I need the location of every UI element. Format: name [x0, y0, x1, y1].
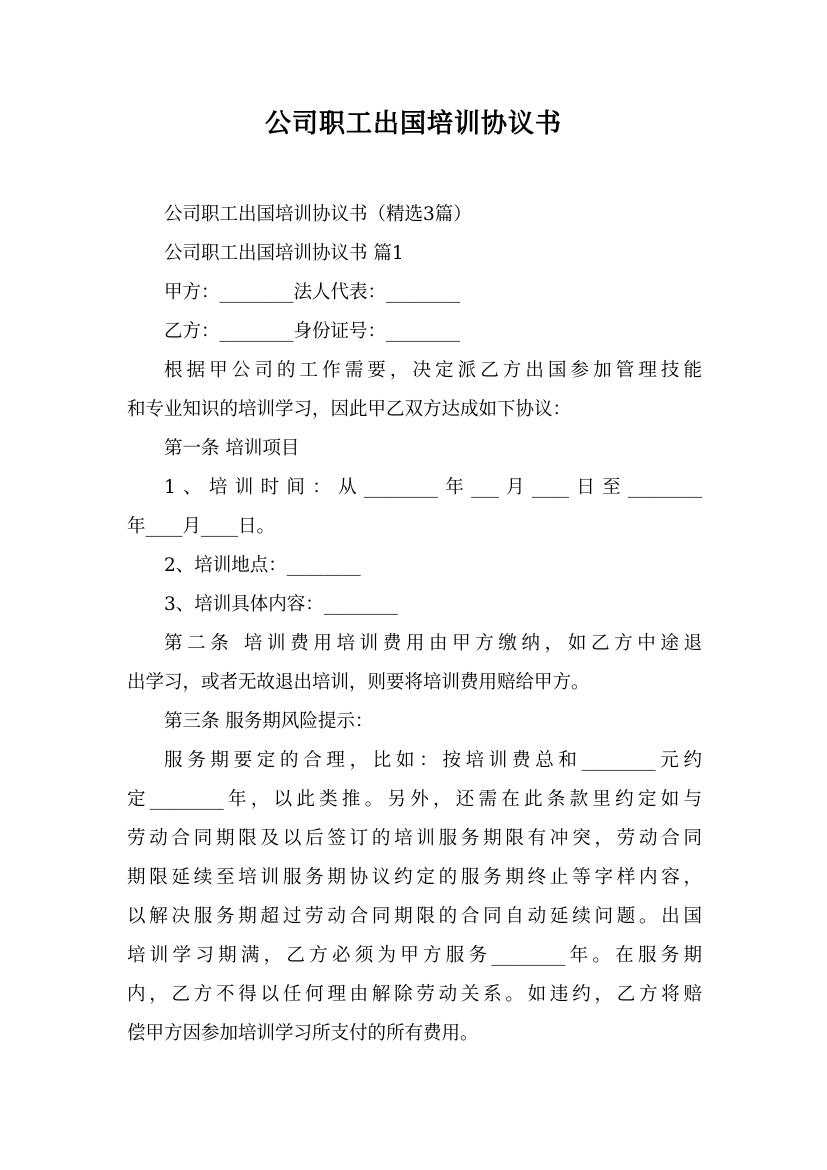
- document-body: [127, 195, 702, 1053]
- paragraph-line: 3、培训具体内容：________: [164, 594, 398, 615]
- paragraph-line: 甲方：________法人代表：________: [164, 282, 461, 303]
- paragraph-line: 根据甲公司的工作需要，决定派乙方出国参加管理技能: [164, 360, 702, 381]
- paragraph-line: 年____月____日。: [127, 516, 276, 537]
- paragraph-line: 偿甲方因参加培训学习所支付的所有费用。: [127, 1023, 479, 1044]
- paragraph-line: 以解决服务期超过劳动合同期限的合同自动延续问题。出国: [127, 906, 702, 927]
- paragraph-line: 公司职工出国培训协议书 篇1: [164, 243, 404, 264]
- paragraph-line: 1、培训时间：从________年___月____日至________: [164, 477, 702, 498]
- paragraph-line: 定________年，以此类推。另外，还需在此条款里约定如与: [127, 789, 702, 810]
- paragraph-line: 第二条 培训费用培训费用由甲方缴纳，如乙方中途退: [164, 633, 702, 654]
- paragraph-line: 第一条 培训项目: [164, 438, 300, 459]
- paragraph-line: 期限延续至培训服务期协议约定的服务期终止等字样内容，: [127, 867, 702, 888]
- paragraph-line: 出学习，或者无故退出培训，则要将培训费用赔给甲方。: [127, 672, 590, 693]
- paragraph-line: 乙方：________身份证号：________: [164, 321, 461, 342]
- document-title: 公司职工出国培训协议书: [264, 109, 562, 139]
- paragraph-line: 劳动合同期限及以后签订的培训服务期限有冲突，劳动合同: [127, 828, 702, 849]
- paragraph-line: 第三条 服务期风险提示：: [164, 711, 374, 732]
- paragraph-line: 2、培训地点：________: [164, 555, 361, 576]
- paragraph-line: 内，乙方不得以任何理由解除劳动关系。如违约，乙方将赔: [127, 984, 702, 1005]
- paragraph-line: 培训学习期满，乙方必须为甲方服务________年。在服务期: [127, 945, 702, 966]
- paragraph-line: 公司职工出国培训协议书（精选3篇）: [164, 204, 472, 225]
- paragraph-line: 和专业知识的培训学习，因此甲乙双方达成如下协议：: [127, 399, 572, 420]
- paragraph-line: 服务期要定的合理，比如：按培训费总和________元约: [164, 750, 702, 771]
